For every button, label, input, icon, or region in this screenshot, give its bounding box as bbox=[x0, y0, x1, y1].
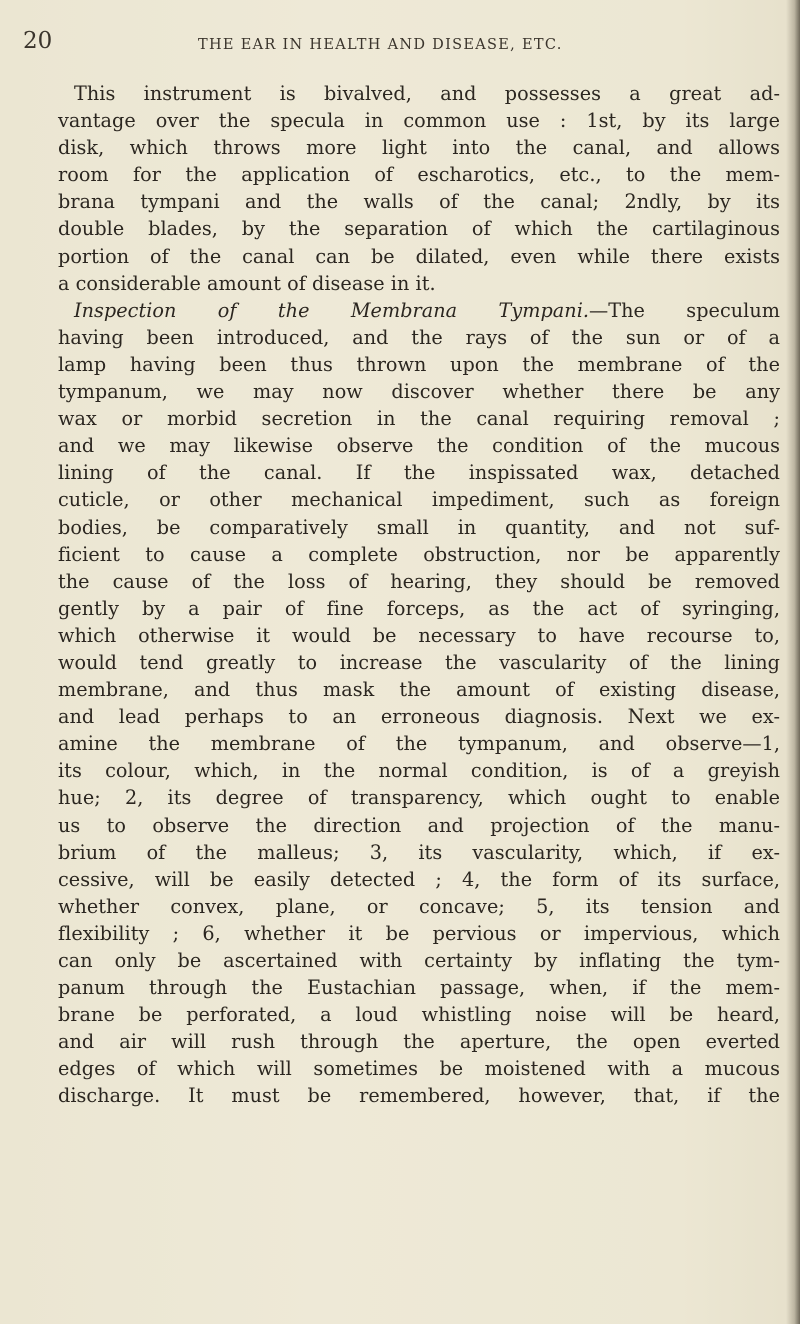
text-line: ficient to cause a complete obstruction, nor be apparently bbox=[58, 542, 780, 566]
text-line: lamp having been thus thrown upon the membrane of the bbox=[58, 352, 780, 376]
text-line: brane be perforated, a loud whistling noise will be heard, bbox=[58, 1003, 780, 1027]
text-line: whether convex, plane, or concave; 5, its tension and bbox=[58, 894, 780, 918]
text-line: brium of the malleus; 3, its vascularity, which, if ex- bbox=[58, 840, 780, 864]
body-text bbox=[58, 80, 780, 1110]
text-line: would tend greatly to increase the vascularity of the lining bbox=[58, 650, 780, 674]
heading-continuation: —The speculum bbox=[589, 298, 780, 322]
section-heading: Inspection of the Membrana Tympani. bbox=[74, 298, 590, 322]
text-line: its colour, which, in the normal condition, is of a greyish bbox=[58, 759, 780, 783]
text-line: can only be ascertained with certainty by inflating the tym- bbox=[58, 949, 780, 972]
text-line: cessive, will be easily detected ; 4, the form of its surface, bbox=[58, 867, 780, 891]
text-line: and we may likewise observe the condition of the mucous bbox=[58, 434, 780, 458]
text-line: disk, which throws more light into the canal, and allows bbox=[58, 136, 780, 160]
text-line: hue; 2, its degree of transparency, which ought to enable bbox=[58, 786, 780, 810]
text-line: bodies, be comparatively small in quantity, and not suf- bbox=[58, 515, 780, 539]
text-line: and air will rush through the aperture, the open everted bbox=[58, 1030, 780, 1054]
text-line: and lead perhaps to an erroneous diagnosis. Next we ex- bbox=[58, 705, 780, 729]
text-line: wax or morbid secretion in the canal requiring removal ; bbox=[58, 407, 780, 431]
text-line: gently by a pair of fine forceps, as the act of syringing, bbox=[58, 596, 780, 620]
text-line: the cause of the loss of hearing, they should be removed bbox=[58, 569, 780, 593]
text-line: tympanum, we may now discover whether there be any bbox=[58, 380, 780, 404]
text-line: discharge. It must be remembered, however, that, if the bbox=[58, 1084, 780, 1108]
text-line: This instrument is bivalved, and possesses a great ad- bbox=[74, 82, 780, 105]
text-line: a considerable amount of disease in it. bbox=[58, 271, 436, 295]
text-line: us to observe the direction and projection of the manu- bbox=[58, 813, 780, 837]
text-line: edges of which will sometimes be moistened with a mucous bbox=[58, 1057, 780, 1081]
page-number: 20 bbox=[23, 28, 53, 54]
page-edge-shadow bbox=[786, 0, 800, 1324]
text-line: panum through the Eustachian passage, when, if the mem- bbox=[58, 976, 780, 1000]
text-line: flexibility ; 6, whether it be pervious or impervious, which bbox=[58, 921, 780, 945]
text-line: which otherwise it would be necessary to have recourse to, bbox=[58, 623, 780, 647]
text-line: amine the membrane of the tympanum, and observe—1, bbox=[58, 732, 780, 756]
text-line: vantage over the specula in common use : 1st, by its large bbox=[58, 109, 780, 133]
text-line: double blades, by the separation of which the cartilaginous bbox=[58, 217, 780, 241]
running-title: THE EAR IN HEALTH AND DISEASE, ETC. bbox=[198, 37, 563, 53]
text-line: membrane, and thus mask the amount of existing disease, bbox=[58, 678, 780, 702]
text-line: portion of the canal can be dilated, even while there exists bbox=[58, 244, 780, 268]
text-line: cuticle, or other mechanical impediment, such as foreign bbox=[58, 488, 780, 512]
text-line: room for the application of escharotics, etc., to the mem- bbox=[58, 163, 780, 187]
text-line: having been introduced, and the rays of the sun or of a bbox=[58, 325, 780, 349]
text-line-with-heading bbox=[58, 297, 780, 324]
text-line: lining of the canal. If the inspissated wax, detached bbox=[58, 461, 780, 485]
text-line: brana tympani and the walls of the canal; 2ndly, by its bbox=[58, 190, 780, 214]
